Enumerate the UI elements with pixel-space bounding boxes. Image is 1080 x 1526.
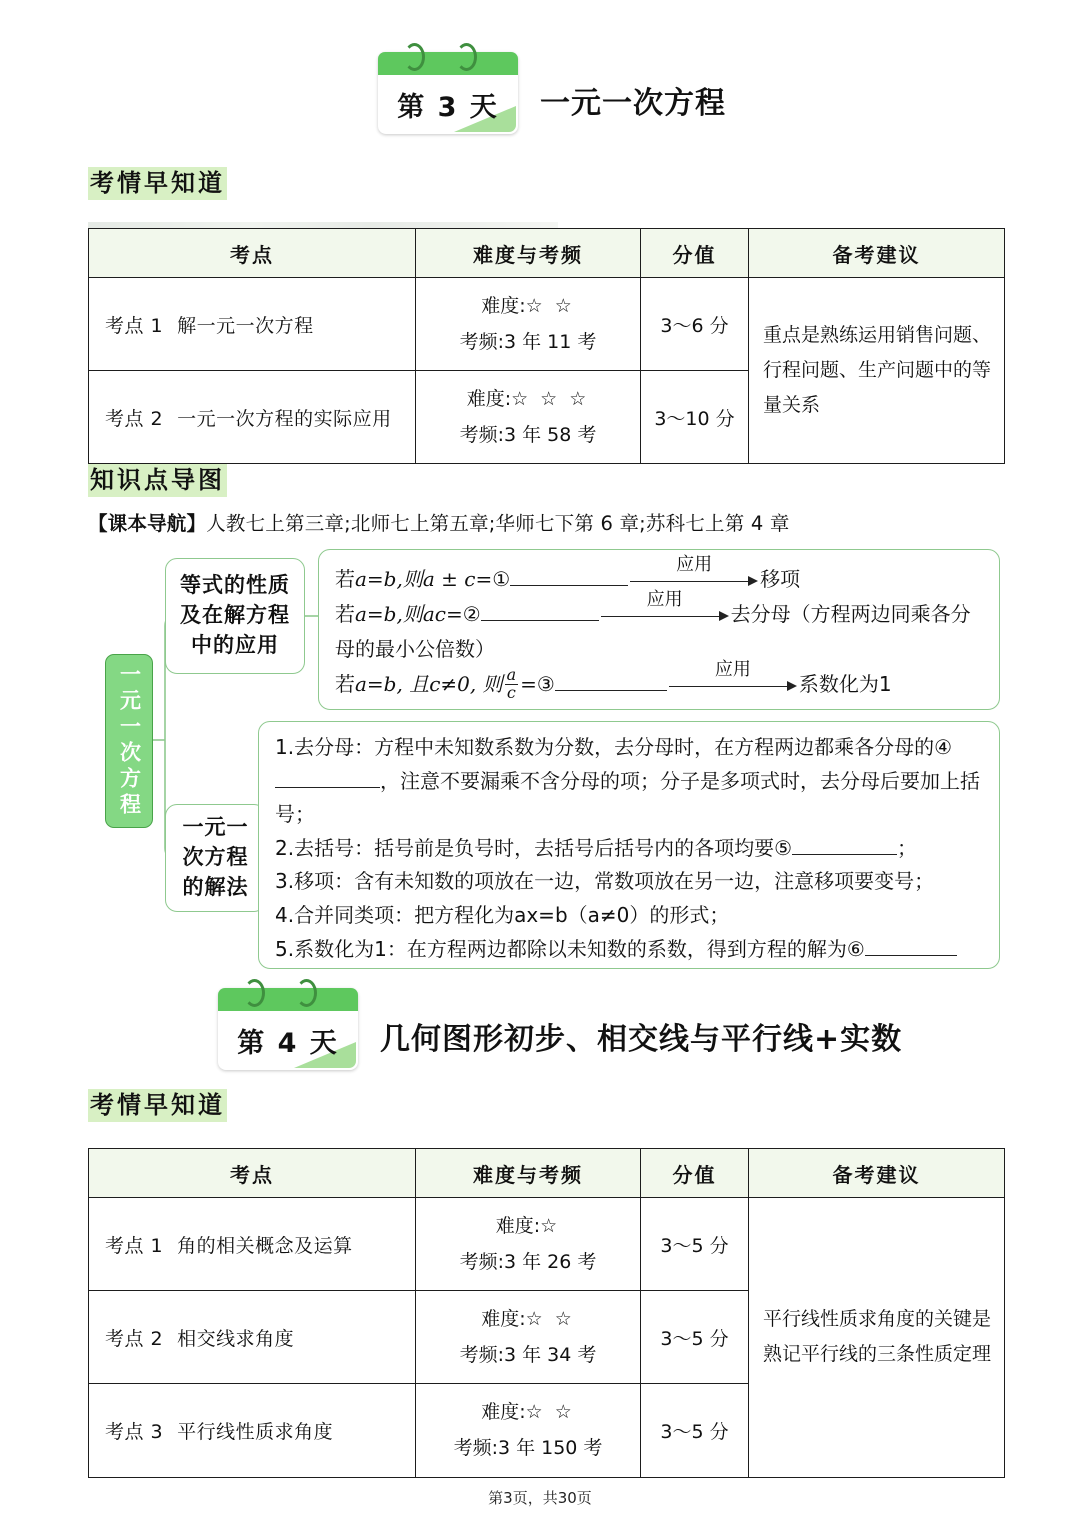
cell-beikao: 平行线性质求角度的关键是熟记平行线的三条性质定理: [749, 1198, 1005, 1478]
kaodian-number: 考点 3: [105, 1420, 164, 1443]
calendar-ring-icon: [244, 979, 265, 1007]
apply-arrow: [669, 658, 797, 696]
step-4-index: 4.: [275, 902, 295, 927]
day3-exam-info-heading-text: 考情早知道: [88, 167, 227, 200]
arrow-head: [787, 681, 797, 691]
kaodian-name: 相交线求角度: [177, 1327, 295, 1350]
day3-title: 一元一次方程: [540, 86, 726, 121]
step-1-text-a: ：方程中未知数系数为分数，去分母时，在方程两边都乘各分母的: [354, 735, 935, 759]
cell-fenzhi: 3～6 分: [641, 278, 749, 371]
table-row: [89, 1198, 1005, 1291]
step-line-5: [275, 933, 985, 967]
property-1-result: 移项: [760, 567, 801, 591]
property-3-blank: [555, 690, 667, 691]
day3-calendar-label: 第 3 天: [397, 92, 499, 123]
difficulty-stars: ☆ ☆: [525, 1401, 575, 1424]
day4-exam-table: [88, 1148, 1005, 1478]
mindmap-steps-box: [258, 721, 1000, 969]
step-line-3: [275, 865, 985, 899]
calendar-ring-icon: [296, 979, 317, 1007]
property-2-blank-number: ②: [462, 602, 481, 626]
step-5-blank-number: ⑥: [846, 936, 865, 961]
frequency-line: 考频:3 年 58 考: [459, 424, 597, 447]
cell-kaodian: [89, 1384, 416, 1477]
kaodian-name: 平行线性质求角度: [177, 1420, 334, 1443]
step-5-blank: [865, 955, 957, 956]
arrow-head: [719, 611, 729, 621]
calendar-icon: [218, 988, 358, 1070]
step-line-2: [275, 832, 985, 866]
table-header-row: [89, 1149, 1005, 1198]
difficulty-label: 难度:: [481, 1401, 526, 1424]
mindmap-branch-solving-methods: 一元一次方程的解法: [165, 804, 266, 912]
day3-knowledge-map-heading-text: 知识点导图: [88, 464, 227, 497]
step-3-name: 移项: [294, 869, 335, 894]
fraction-denominator: c: [506, 683, 516, 702]
kaodian-name: 角的相关概念及运算: [177, 1234, 353, 1257]
cell-fenzhi: 3～5 分: [641, 1198, 749, 1291]
col-header-fenzhi: 分值: [641, 229, 749, 278]
step-2-blank: [792, 854, 897, 855]
step-2-blank-number: ⑤: [774, 835, 793, 860]
arrow-shaft: [601, 616, 719, 617]
step-3-index: 3.: [275, 869, 295, 894]
mindmap-properties-box: [318, 549, 1000, 710]
kaodian-number: 考点 1: [105, 1234, 164, 1257]
col-header-beikao: 备考建议: [749, 1149, 1005, 1198]
arrow-shaft: [630, 581, 748, 582]
fraction-numerator: a: [506, 665, 517, 685]
day4-header: [218, 988, 902, 1070]
step-line-1: [275, 731, 985, 832]
cell-beikao: 重点是熟练运用销售问题、行程问题、生产问题中的等量关系: [749, 278, 1005, 464]
difficulty-label: 难度:: [481, 295, 526, 317]
cell-fenzhi: 3～10 分: [641, 371, 749, 464]
property-1-blank-number: ①: [492, 567, 511, 591]
difficulty-line: [420, 1301, 636, 1337]
page-footer: 第3页，共30页: [488, 1489, 592, 1507]
step-5-text-a: ：在方程两边都除以未知数的系数，得到方程的解为: [386, 936, 847, 961]
difficulty-label: 难度:: [495, 1215, 541, 1237]
calendar-top-bar: [218, 988, 358, 1011]
step-3-text-a: ：含有未知数的项放在一边，常数项放在另一边，注意移项要变号；: [334, 869, 935, 894]
difficulty-line: [420, 1394, 636, 1430]
difficulty-stars: ☆ ☆: [525, 295, 575, 317]
cell-fenzhi: 3～5 分: [641, 1291, 749, 1384]
property-2-prefix: 若: [335, 602, 355, 626]
book-nav-label: 【课本导航】: [88, 512, 207, 535]
frequency-line: 考频:3 年 26 考: [459, 1251, 597, 1274]
cell-nandu: [416, 1291, 641, 1384]
property-3-expr: a=b, 且c≠0, 则: [355, 672, 503, 696]
difficulty-label: 难度:: [466, 388, 512, 411]
step-line-4: [275, 899, 985, 933]
col-header-fenzhi: 分值: [641, 1149, 749, 1198]
cell-kaodian: [89, 1291, 416, 1384]
cell-nandu: [416, 1198, 641, 1291]
step-5-name: 系数化为1: [294, 936, 387, 961]
step-2-text-a: ：括号前是负号时，去括号后括号内的各项均要: [354, 835, 775, 860]
property-3-prefix: 若: [335, 672, 355, 696]
step-1-index: 1.: [275, 735, 295, 759]
col-header-beikao: 备考建议: [749, 229, 1005, 278]
step-1-blank: [275, 787, 380, 788]
col-header-nandu: 难度与考频: [416, 229, 641, 278]
property-line-3: [335, 658, 985, 703]
cell-fenzhi: 3～5 分: [641, 1384, 749, 1477]
step-5-index: 5.: [275, 936, 295, 961]
day4-exam-info-heading-text: 考情早知道: [88, 1089, 227, 1122]
step-2-text-b: ；: [897, 835, 918, 860]
col-header-kaodian: 考点: [89, 229, 416, 278]
property-2-result: 去分母（方程两边同乘各分母的最小公倍数）: [335, 602, 971, 661]
apply-arrow-label: 应用: [676, 553, 713, 575]
fraction-a-over-c: [505, 667, 519, 702]
arrow-shaft: [669, 686, 787, 687]
step-2-index: 2.: [275, 835, 295, 860]
frequency-line: 考频:3 年 150 考: [453, 1437, 603, 1460]
property-3-blank-number: ③: [536, 672, 555, 696]
kaodian-name: 解一元一次方程: [177, 314, 314, 337]
mindmap-branch-equation-properties: 等式的性质及在解方程中的应用: [165, 558, 305, 674]
step-1-name: 去分母: [294, 735, 355, 759]
property-2-expr: a=b,则ac=: [355, 602, 463, 626]
arrow-head: [748, 576, 758, 586]
difficulty-label: 难度:: [481, 1308, 526, 1331]
kaodian-number: 考点 2: [105, 407, 164, 430]
apply-arrow: [601, 588, 729, 626]
col-header-kaodian: 考点: [89, 1149, 416, 1198]
property-2-blank: [481, 620, 599, 621]
property-line-2: [335, 588, 985, 667]
book-nav-text: 人教七上第三章;北师七上第五章;华师七下第 6 章;苏科七上第 4 章: [206, 512, 790, 535]
difficulty-line: [420, 1208, 636, 1244]
property-1-expr: a=b,则a ± c=: [355, 567, 493, 591]
property-1-blank: [510, 585, 628, 586]
day4-calendar-label: 第 4 天: [237, 1028, 339, 1059]
property-1-prefix: 若: [335, 567, 355, 591]
difficulty-stars: ☆ ☆ ☆: [511, 388, 590, 411]
cell-nandu: [416, 1384, 641, 1477]
day4-title: 几何图形初步、相交线与平行线+实数: [380, 1022, 903, 1057]
step-2-name: 去括号: [294, 835, 355, 860]
frequency-line: 考频:3 年 11 考: [459, 331, 597, 354]
difficulty-stars: ☆ ☆: [525, 1308, 575, 1331]
kaodian-number: 考点 2: [105, 1327, 164, 1350]
day4-exam-info-heading: [88, 1085, 227, 1120]
mindmap-root-node: 一元一次方程: [105, 654, 153, 828]
kaodian-name: 一元一次方程的实际应用: [177, 407, 392, 430]
kaodian-number: 考点 1: [105, 314, 164, 337]
property-3-expr2: =: [520, 672, 537, 696]
difficulty-stars: ☆: [540, 1215, 561, 1237]
step-1-blank-number: ④: [934, 735, 953, 759]
frequency-line: 考频:3 年 34 考: [459, 1344, 597, 1367]
step-4-name: 合并同类项: [294, 902, 395, 927]
cell-kaodian: [89, 1198, 416, 1291]
property-3-result: 系数化为1: [798, 672, 892, 696]
apply-arrow-label: 应用: [714, 658, 751, 680]
apply-arrow-label: 应用: [646, 588, 683, 610]
step-1-text-b: ，注意不要漏乘不含分母的项；分子是多项式时，去分母后要加上括号；: [275, 768, 980, 827]
col-header-nandu: 难度与考频: [416, 1149, 641, 1198]
step-4-text-a: ：把方程化为ax=b（a≠0）的形式；: [394, 902, 730, 927]
